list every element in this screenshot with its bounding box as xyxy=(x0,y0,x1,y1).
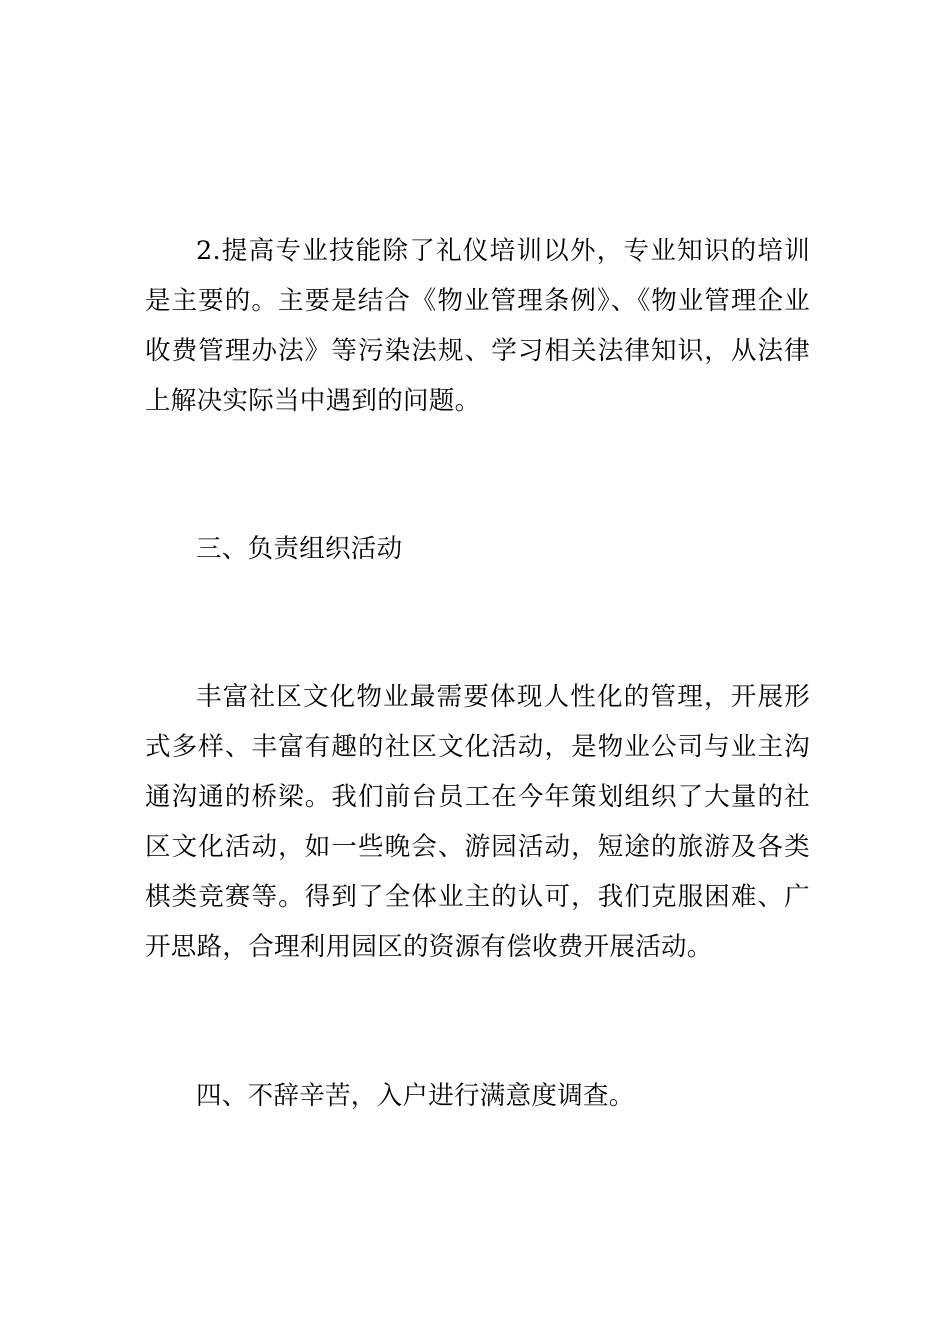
paragraph-community-activities: 丰富社区文化物业最需要体现人性化的管理，开展形式多样、丰富有趣的社区文化活动，是物业公司与业主沟通沟通的桥梁。我们前台员工在今年策划组织了大量的社区文化活动，如一些晚会、游园活动，短途的旅游及各类棋类竞赛等。得到了全体业主的认可，我们克服困难、广开思路，合理利用园区的资源有偿收费开展活动。 xyxy=(145,682,810,962)
paragraph-professional-skills: 2.提高专业技能除了礼仪培训以外，专业知识的培训是主要的。主要是结合《物业管理条例》、《物业管理企业收费管理办法》等污染法规、学习相关法律知识，从法律上解决实际当中遇到的问题。 xyxy=(145,236,810,416)
section-heading-organize-activities: 三、负责组织活动 xyxy=(196,534,403,564)
section-heading-satisfaction-survey: 四、不辞辛苦，入户进行满意度调查。 xyxy=(196,1081,635,1111)
